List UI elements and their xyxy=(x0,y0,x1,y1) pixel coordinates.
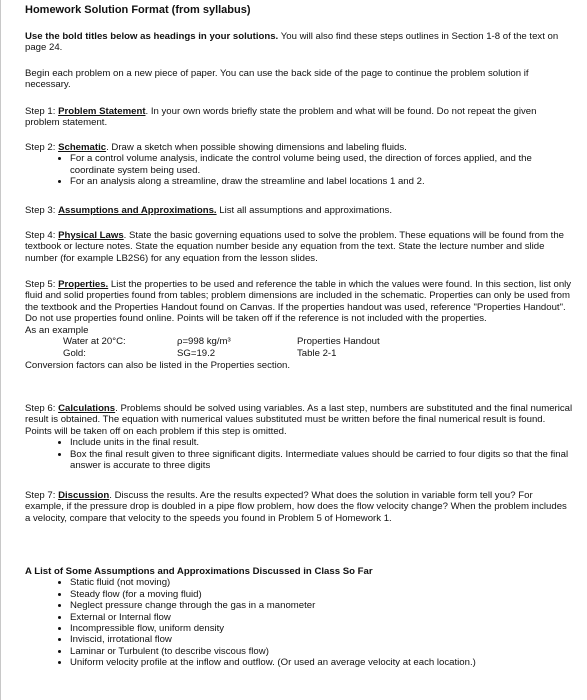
assumptions-section xyxy=(25,566,573,669)
step6-prefix: Step 6: xyxy=(25,403,59,414)
conversion-note: Conversion factors can also be listed in the Properties section. xyxy=(25,360,291,372)
step4-title: Physical Laws xyxy=(58,230,124,241)
step2-title: Schematic xyxy=(58,142,107,153)
step6-bullet-list xyxy=(25,437,573,471)
step6-bullet: • Box the final result given to three significant digits. Intermediate values should be carried to four digits so that the final answer is accurate to three digits xyxy=(70,449,573,472)
step7-text: . Discuss the results. Are the results expected? What does the solution in variable form tell you? For example, if the pressure drop is doubled in a pipe flow problem, how does the flow velocity change? When the problem includes a velocity, compare that velocity to the speeds you found in Problem 5 of Homework 1. xyxy=(25,490,567,524)
assumption-item: • Incompressible flow, uniform density xyxy=(70,623,573,634)
example-reference: Properties Handout xyxy=(297,336,380,348)
assumption-item: • Laminar or Turbulent (to describe viscous flow) xyxy=(70,646,573,657)
assumption-item: • Uniform velocity profile at the inflow and outflow. (Or used an average velocity at each location.) xyxy=(70,657,573,668)
intro-bold: Use the bold titles below as headings in your solutions. xyxy=(25,31,279,42)
assumption-item: • Neglect pressure change through the gas in a manometer xyxy=(70,600,573,611)
step5-title: Properties. xyxy=(58,279,109,290)
example-value: SG=19.2 xyxy=(177,348,216,360)
example-value: ρ=998 kg/m³ xyxy=(177,336,231,348)
step5-text: List the properties to be used and reference the table in which the values were found. In this section, list only fluid and solid properties found from tables; problem dimensions are included in the schematic. Properties can only be used from the textbook and the Properties Handout found on Canvas. If the properties handout was used, reference "Properties Handout". Do not use properties found online. Points will be taken off if the reference is not included with the properties. xyxy=(25,279,572,325)
step2-paragraph xyxy=(25,142,573,188)
example-label: As an example xyxy=(25,324,89,336)
document-title: Homework Solution Format (from syllabus) xyxy=(25,4,251,16)
step3-paragraph xyxy=(25,205,573,216)
assumption-item: • Static fluid (not moving) xyxy=(70,577,573,588)
example-name: Gold: xyxy=(63,348,86,360)
assumptions-list xyxy=(25,577,573,668)
step1-text: . In your own words briefly state the problem and what will be found. Do not repeat the given problem statement. xyxy=(25,106,537,129)
step6-text: . Problems should be solved using variables. As a last step, numbers are substituted and the final numerical result is obtained. The equation with numerical values substituted must be written before the final numerical result is found. Points will be taken off on each problem if this step is omitted. xyxy=(25,403,573,437)
step3-text: List all assumptions and approximations. xyxy=(216,205,393,216)
example-reference: Table 2-1 xyxy=(297,348,337,360)
step3-prefix: Step 3: xyxy=(25,205,59,216)
step2-prefix: Step 2: xyxy=(25,142,59,153)
step6-title: Calculations xyxy=(58,403,116,414)
step2-bullet-list xyxy=(25,153,573,187)
step5-prefix: Step 5: xyxy=(25,279,59,290)
example-row xyxy=(25,336,573,348)
begin-paragraph: Begin each problem on a new piece of paper. You can use the back side of the page to continue the problem solution if necessary. xyxy=(25,68,529,91)
step6-paragraph xyxy=(25,403,573,471)
step7-prefix: Step 7: xyxy=(25,490,59,501)
step2-bullet: • For a control volume analysis, indicate the control volume being used, the direction of forces applied, and the coordinate system being used. xyxy=(70,153,573,176)
step1-title: Problem Statement xyxy=(58,106,146,117)
step7-title: Discussion xyxy=(58,490,110,501)
example-row xyxy=(25,348,573,360)
assumption-item: • Steady flow (for a moving fluid) xyxy=(70,589,573,600)
step1-prefix: Step 1: xyxy=(25,106,59,117)
example-name: Water at 20°C: xyxy=(63,336,126,348)
intro-paragraph xyxy=(25,31,573,54)
intro-text: You will also find these steps outlines in Section 1-8 of the text on page 24. xyxy=(25,31,559,54)
step2-bullet: • For an analysis along a streamline, draw the streamline and label locations 1 and 2. xyxy=(70,176,573,187)
assumption-item: • External or Internal flow xyxy=(70,612,573,623)
step5-paragraph xyxy=(25,279,573,371)
assumptions-heading: A List of Some Assumptions and Approximations Discussed in Class So Far xyxy=(25,566,373,577)
step7-paragraph xyxy=(25,490,573,524)
assumption-item: • Inviscid, irrotational flow xyxy=(70,634,573,645)
step4-paragraph xyxy=(25,230,573,264)
step4-prefix: Step 4: xyxy=(25,230,59,241)
step6-bullet: • Include units in the final result. xyxy=(70,437,573,448)
step4-text: . State the basic governing equations used to solve the problem. These equations will be found from the textbook or lecture notes. State the equation number beside any equation from the text. State the lecture number and slide number (for example LB2S6) for any equation from the lesson slides. xyxy=(25,230,565,264)
step3-title: Assumptions and Approximations. xyxy=(58,205,217,216)
step2-text: . Draw a sketch when possible showing dimensions and labeling fluids. xyxy=(106,142,407,153)
step1-paragraph xyxy=(25,106,573,129)
